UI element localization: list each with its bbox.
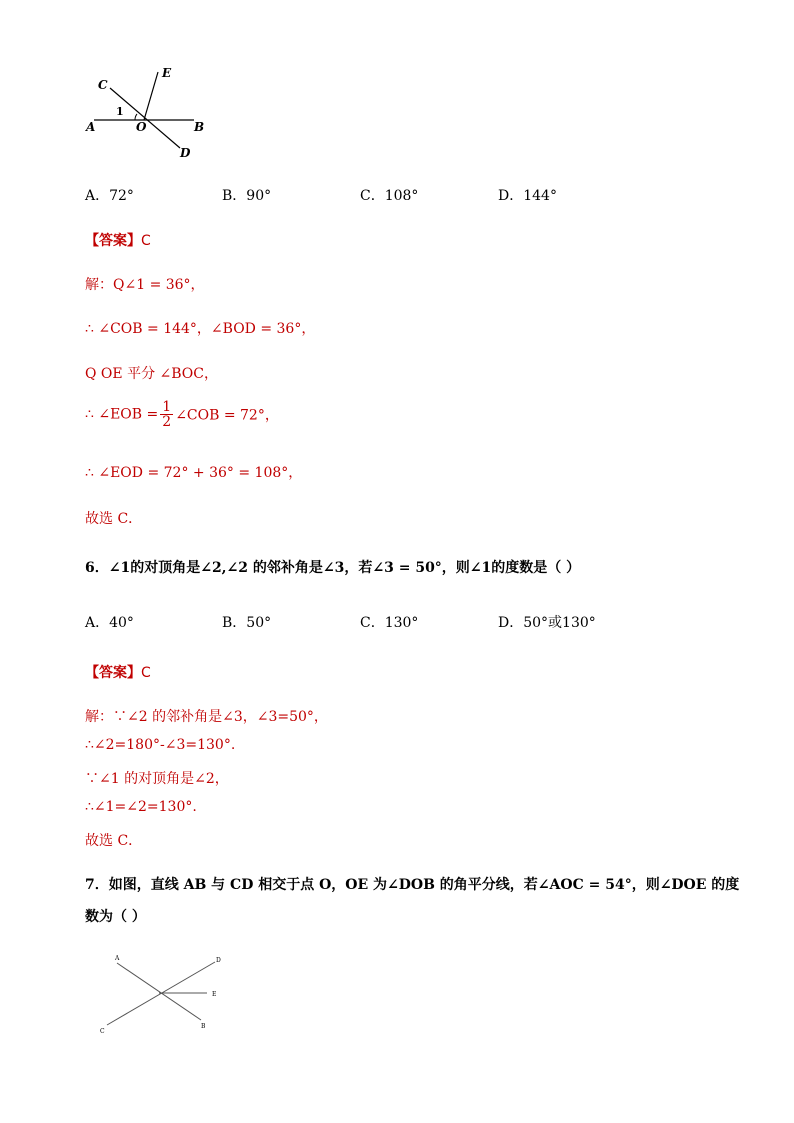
label-d: D <box>216 957 221 964</box>
label-e: E <box>162 66 172 80</box>
answer-value: C <box>141 665 151 681</box>
q6-option-d: D．50°或130° <box>498 615 596 631</box>
q6-answer <box>85 662 151 682</box>
q7-stem-line-2: 数为（ ） <box>85 909 146 925</box>
ray-oe <box>144 72 158 120</box>
q6-option-b: B．50° <box>222 615 272 631</box>
q5-solution-line-4 <box>85 400 279 429</box>
label-b: B <box>201 1023 206 1030</box>
q6-solution-line-5: 故选 C． <box>85 833 143 849</box>
angle-figure-2 <box>95 950 230 1038</box>
label-c: C <box>100 1028 105 1035</box>
fraction-one-half <box>160 400 173 429</box>
q5-solution-line-6: 故选 C． <box>85 511 143 527</box>
label-a: A <box>115 955 120 962</box>
q5-solution-line-3: Q OE 平分 ∠BOC， <box>85 366 218 382</box>
q5-answer <box>85 230 151 250</box>
q7-stem-line-1: 7．如图，直线 AB 与 CD 相交于点 O，OE 为∠DOB 的角平分线，若∠AOC = 54°，则∠DOE 的度 <box>85 877 740 893</box>
fraction-numerator: 1 <box>162 399 172 415</box>
q6-stem: 6．∠1的对顶角是∠2,∠2 的邻补角是∠3，若∠3 = 50°，则∠1的度数是（ ） <box>85 560 581 576</box>
label-o: O <box>136 120 147 134</box>
q6-solution-line-2: ∴∠2=180°-∠3=130°. <box>85 737 236 753</box>
fraction-denominator: 2 <box>162 414 172 430</box>
answer-value: C <box>141 233 151 249</box>
q6-option-a: A．40° <box>85 615 134 631</box>
q5-solution-line-1: 解：Q∠1 = 36°， <box>85 277 205 293</box>
answer-tag: 【答案】 <box>85 233 141 249</box>
q5-option-d: D．144° <box>498 188 557 204</box>
label-d: D <box>180 146 191 160</box>
label-angle-1: 1 <box>116 105 124 118</box>
q5-option-b: B．90° <box>222 188 272 204</box>
q6-solution-line-3: ∵∠1 的对顶角是∠2， <box>85 771 229 787</box>
label-e: E <box>212 991 217 998</box>
q6-solution-line-4: ∴∠1=∠2=130°. <box>85 799 197 815</box>
q5-solution-line-2: ∴ ∠COB = 144°，∠BOD = 36°， <box>85 321 316 337</box>
answer-tag: 【答案】 <box>85 665 141 681</box>
label-a: A <box>86 120 96 134</box>
q5-solution-line-5: ∴ ∠EOD = 72° + 36° = 108°， <box>85 465 303 481</box>
label-b: B <box>194 120 205 134</box>
q5-option-c: C．108° <box>360 188 419 204</box>
q6-solution-line-1: 解：∵∠2 的邻补角是∠3，∠3=50°， <box>85 709 328 725</box>
line4-suffix: ∠COB = 72°， <box>175 407 279 424</box>
angle-figure-1 <box>80 60 220 165</box>
label-c: C <box>98 78 108 92</box>
q6-option-c: C．130° <box>360 615 419 631</box>
q5-option-a: A．72° <box>85 188 134 204</box>
line4-prefix: ∴ ∠EOB = <box>85 406 159 423</box>
